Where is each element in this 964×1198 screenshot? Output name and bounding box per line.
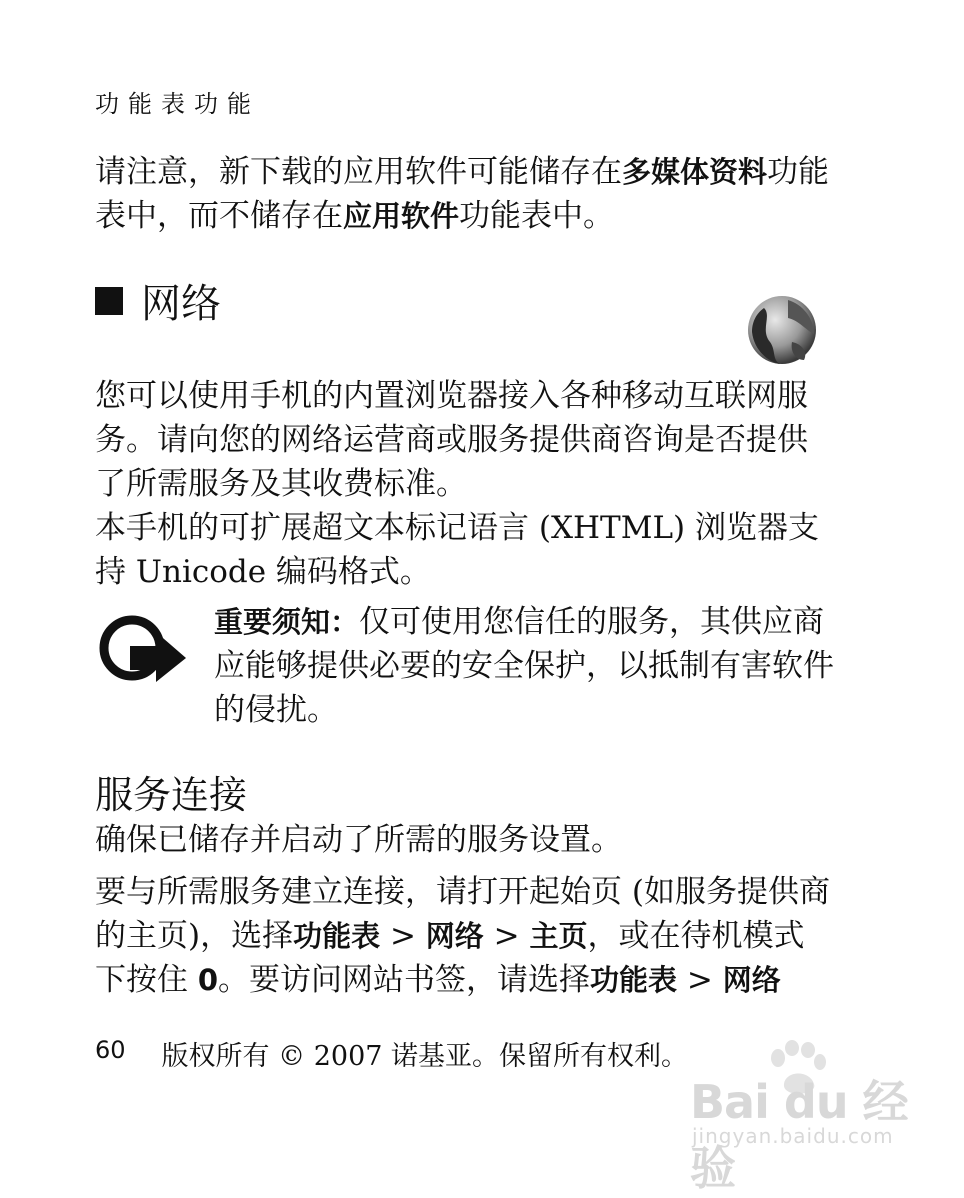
subsection-paragraph-1: 确保已储存并启动了所需的服务设置。 <box>95 822 622 858</box>
copyright-text: 版权所有 © 2007 诺基亚。保留所有权利。 <box>161 1041 689 1072</box>
subsection-title: 服务连接 <box>95 773 248 817</box>
section-bullet <box>95 287 123 315</box>
section-paragraph-2: 本手机的可扩展超文本标记语言 (XHTML) 浏览器支持 Unicode 编码格式。 <box>95 510 820 590</box>
section-paragraph-1: 您可以使用手机的内置浏览器接入各种移动互联网服务。请向您的网络运营商或服务提供商咨询是否提供了所需服务及其收费标准。 <box>95 378 808 502</box>
watermark-url: jingyan.baidu.com <box>692 1124 894 1148</box>
baidu-watermark <box>690 1040 920 1195</box>
section-title: 网络 <box>95 272 221 329</box>
page-footer <box>95 1034 688 1073</box>
notice-label: 重要须知： <box>214 605 360 639</box>
bold-term-apps: 应用软件 <box>343 199 460 233</box>
intro-paragraph: 请注意，新下载的应用软件可能储存在多媒体资料功能表中，而不储存在应用软件功能表中。 <box>95 154 830 234</box>
key-zero: 0 <box>197 963 219 997</box>
subsection-paragraph-2: 要与所需服务建立连接，请打开起始页 (如服务提供商的主页)，选择功能表 > 网络 > 主页，或在待机模式下按住 0。要访问网站书签，请选择功能表 > 网络 <box>95 874 830 998</box>
page-number: 60 <box>95 1036 126 1064</box>
running-header: 功能表功能 <box>95 90 260 118</box>
warning-hand-icon <box>96 610 188 684</box>
watermark-logo: Bai du 经验 <box>690 1075 908 1195</box>
bold-term-media: 多媒体资料 <box>622 155 768 189</box>
important-notice: 重要须知：仅可使用您信任的服务，其供应商应能够提供必要的安全保护，以抵制有害软件的侵扰。 <box>214 604 834 728</box>
globe-icon <box>742 290 822 370</box>
